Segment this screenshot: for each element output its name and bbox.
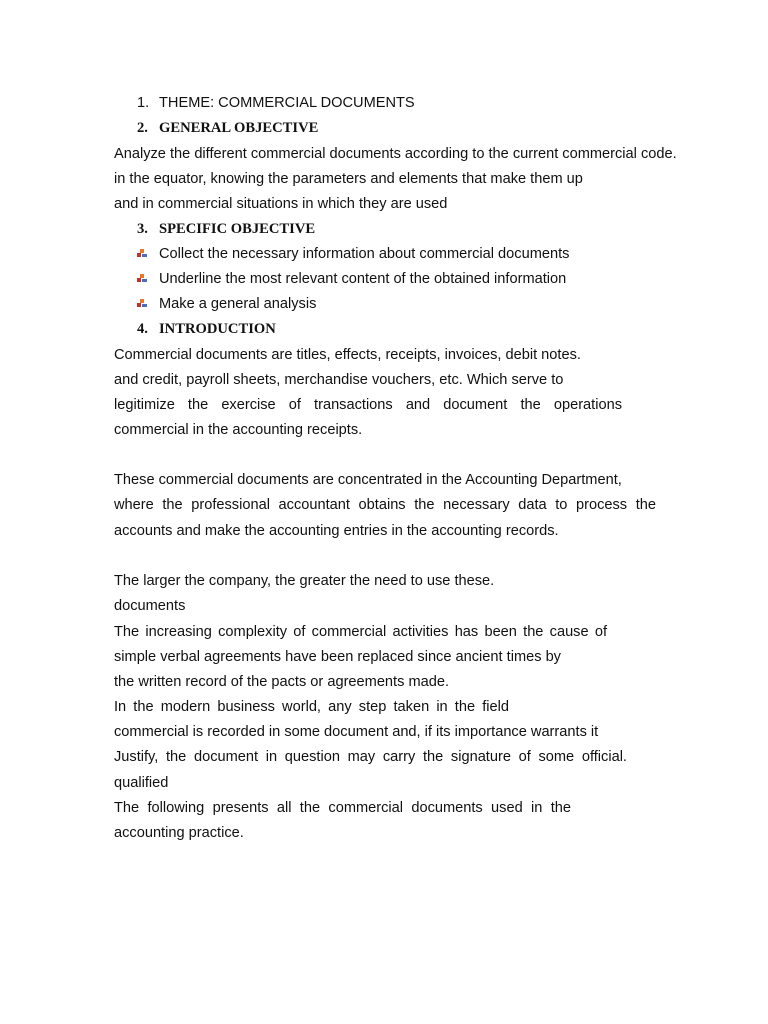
paragraph-line: The larger the company, the greater the need to use these. — [114, 573, 495, 589]
paragraph-line: The following presents all the commercial documents used in the — [114, 800, 571, 816]
theme-number: 1. — [137, 95, 150, 111]
general-objective-line: in the equator, knowing the parameters and elements that make them up — [114, 171, 583, 187]
general-objective-heading — [137, 119, 318, 137]
theme-label: THEME: COMMERCIAL DOCUMENTS — [159, 95, 415, 111]
general-objective-title: GENERAL OBJECTIVE — [159, 120, 319, 136]
paragraph-line: Commercial documents are titles, effects, receipts, invoices, debit notes. — [114, 347, 581, 363]
paragraph-line: accounts and make the accounting entries in the accounting records. — [114, 523, 559, 539]
paragraph-line: The increasing complexity of commercial activities has been the cause of — [114, 624, 607, 640]
bullet-icon — [137, 297, 159, 309]
specific-objective-item — [137, 295, 316, 313]
paragraph-line: the written record of the pacts or agreements made. — [114, 674, 450, 690]
introduction-number: 4. — [137, 321, 148, 337]
paragraph-line: accounting practice. — [114, 825, 244, 841]
paragraph-line: simple verbal agreements have been replaced since ancient times by — [114, 649, 561, 665]
specific-objective-item — [137, 270, 566, 288]
specific-objective-title: SPECIFIC OBJECTIVE — [159, 221, 316, 237]
introduction-heading — [137, 320, 276, 338]
specific-objective-text: Underline the most relevant content of the obtained information — [159, 271, 567, 287]
specific-objective-text: Collect the necessary information about commercial documents — [159, 246, 570, 262]
general-objective-line: and in commercial situations in which they are used — [114, 196, 448, 212]
paragraph-line: and credit, payroll sheets, merchandise vouchers, etc. Which serve to — [114, 372, 564, 388]
paragraph-line: commercial in the accounting receipts. — [114, 422, 363, 438]
specific-objective-heading — [137, 220, 315, 238]
bullet-icon — [137, 247, 159, 259]
paragraph-line: where the professional accountant obtains the necessary data to process the — [114, 497, 656, 513]
paragraph-line: These commercial documents are concentrated in the Accounting Department, — [114, 472, 622, 488]
bullet-icon — [137, 272, 159, 284]
theme-heading — [137, 94, 415, 112]
general-objective-line: Analyze the different commercial documents according to the current commercial code. — [114, 146, 677, 162]
paragraph-line: In the modern business world, any step taken in the field — [114, 699, 509, 715]
general-objective-number: 2. — [137, 120, 148, 136]
paragraph-line: documents — [114, 598, 186, 614]
specific-objective-item — [137, 245, 569, 263]
paragraph-line: commercial is recorded in some document and, if its importance warrants it — [114, 724, 599, 740]
paragraph-line: legitimize the exercise of transactions and document the operations — [114, 397, 622, 413]
specific-objective-text: Make a general analysis — [159, 296, 317, 312]
paragraph-line: qualified — [114, 775, 169, 791]
introduction-title: INTRODUCTION — [159, 321, 276, 337]
paragraph-line: Justify, the document in question may carry the signature of some official. — [114, 749, 627, 765]
specific-objective-number: 3. — [137, 221, 148, 237]
